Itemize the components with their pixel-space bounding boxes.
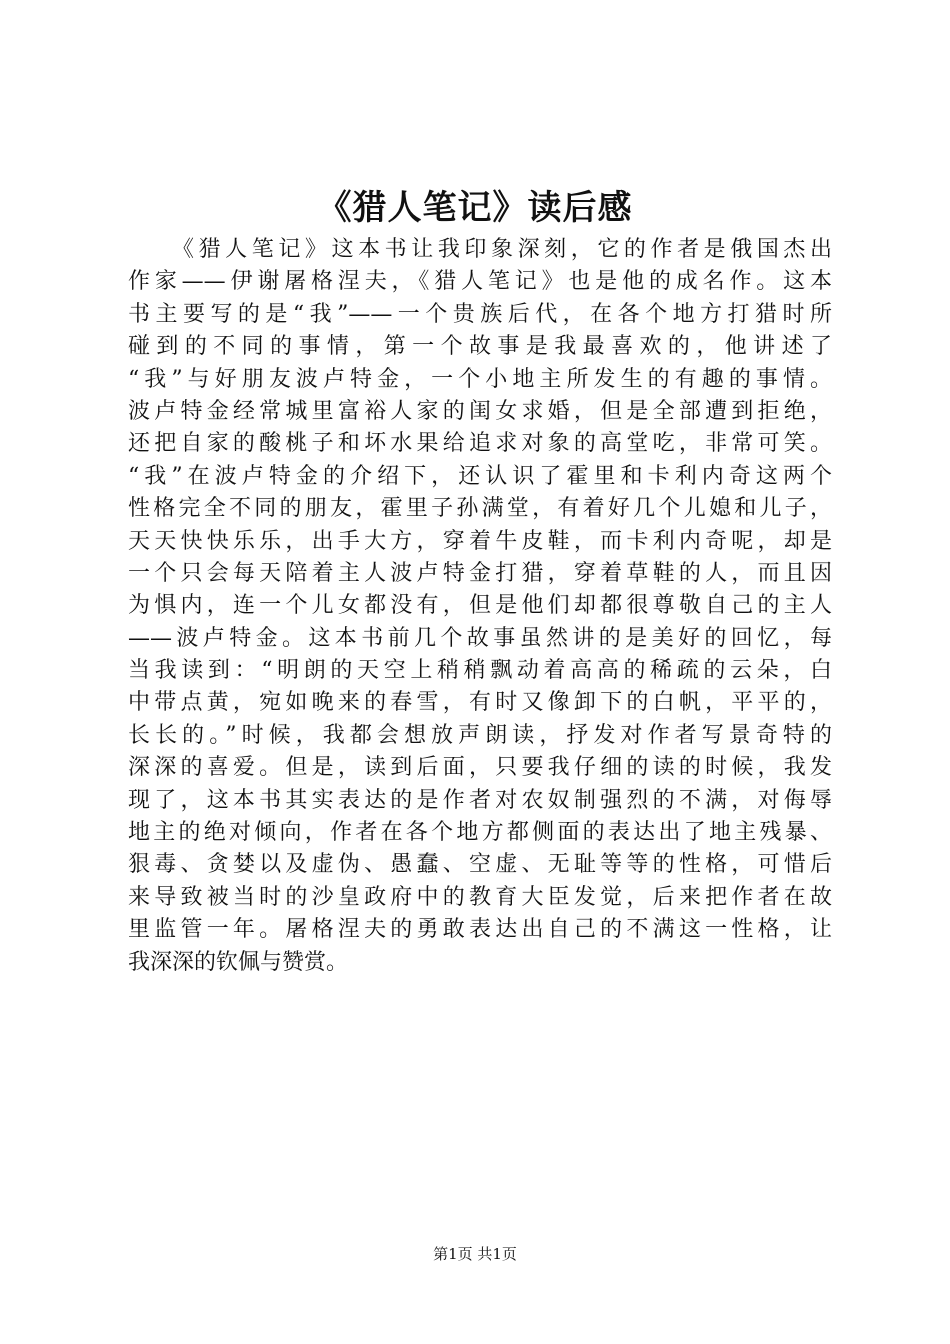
body-line: 现了，这本书其实表达的是作者对农奴制强烈的不满，对侮辱 (128, 787, 832, 813)
body-line: 为惧内，连一个儿女都没有，但是他们却都很尊敬自己的主人 (128, 593, 832, 619)
body-line: 天天快快乐乐，出手大方，穿着牛皮鞋，而卡利内奇呢，却是 (128, 528, 832, 554)
body-line: 作家——伊谢屠格涅夫，《猎人笔记》也是他的成名作。这本 (128, 269, 832, 295)
page-number-label: 第1页 共1页 (433, 1245, 517, 1263)
document-title: 《猎人笔记》读后感 (317, 188, 633, 228)
body-line: 当我读到：“明朗的天空上稍稍飘动着高高的稀疏的云朵，白 (128, 658, 832, 684)
body-line: 里监管一年。屠格涅夫的勇敢表达出自己的不满这一性格，让 (128, 917, 832, 943)
body-line: 来导致被当时的沙皇政府中的教育大臣发觉，后来把作者在故 (128, 884, 832, 910)
page-footer (0, 1244, 950, 1264)
body-line: “我”与好朋友波卢特金，一个小地主所发生的有趣的事情。 (128, 366, 832, 392)
body-line: 狠毒、贪婪以及虚伪、愚蠢、空虚、无耻等等的性格，可惜后 (128, 852, 832, 878)
body-line: “我”在波卢特金的介绍下，还认识了霍里和卡利内奇这两个 (128, 463, 832, 489)
body-line: 长长的。”时候，我都会想放声朗读，抒发对作者写景奇特的 (128, 722, 832, 748)
document-body (128, 234, 832, 979)
body-line: 中带点黄，宛如晚来的春雪，有时又像卸下的白帆，平平的， (128, 690, 832, 716)
body-line: 波卢特金经常城里富裕人家的闺女求婚，但是全部遭到拒绝， (128, 398, 832, 424)
body-line: 深深的喜爱。但是，读到后面，只要我仔细的读的时候，我发 (128, 755, 832, 781)
body-line: 碰到的不同的事情，第一个故事是我最喜欢的，他讲述了 (128, 334, 832, 360)
body-line: 地主的绝对倾向，作者在各个地方都侧面的表达出了地主残暴、 (128, 820, 832, 846)
body-line: 一个只会每天陪着主人波卢特金打猎，穿着草鞋的人，而且因 (128, 560, 832, 586)
body-line: 还把自家的酸桃子和坏水果给追求对象的高堂吃，非常可笑。 (128, 431, 832, 457)
body-line: 我深深的钦佩与赞赏。 (128, 949, 349, 975)
body-line: 《猎人笔记》这本书让我印象深刻，它的作者是俄国杰出 (172, 237, 832, 262)
body-line: 性格完全不同的朋友，霍里子孙满堂，有着好几个儿媳和儿子， (128, 496, 832, 522)
body-line: ——波卢特金。这本书前几个故事虽然讲的是美好的回忆，每 (128, 625, 832, 651)
body-line: 书主要写的是“我”——一个贵族后代，在各个地方打猎时所 (128, 301, 832, 327)
